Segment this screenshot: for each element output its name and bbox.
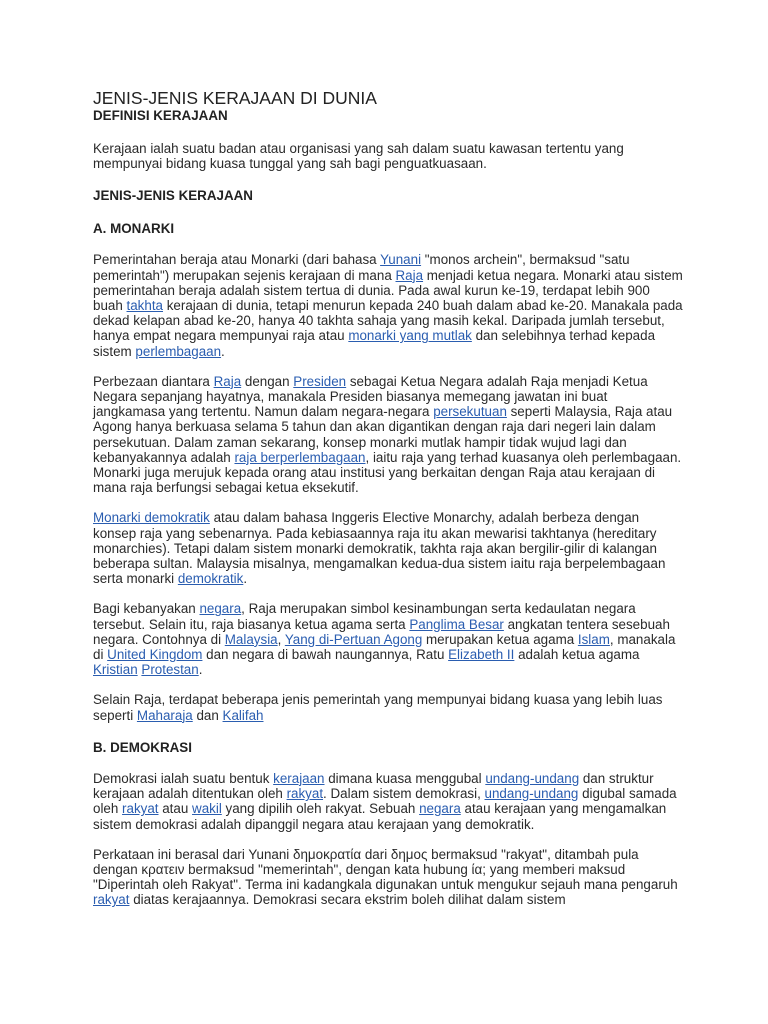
paragraph-text: dan struktur kerajaan adalah ditentukan oleh bbox=[93, 770, 654, 802]
inline-link[interactable]: Protestan bbox=[141, 662, 199, 678]
paragraph-text: atau kerajaan yang mengamalkan sistem demokrasi adalah dipanggil negara atau kerajaan yang demokratik. bbox=[93, 801, 667, 832]
paragraph-text: dan negara di bawah naungannya, Ratu bbox=[202, 647, 449, 663]
inline-link[interactable]: Islam bbox=[577, 631, 610, 647]
inline-link[interactable]: perlembagaan bbox=[135, 343, 222, 359]
paragraph-text: atau dalam bahasa Inggeris Elective Monarchy, adalah berbeza dengan konsep raja yang sebenarnya. Pada kebiasaannya raja itu akan mewarisi takhtanya (hereditary monarchies). Tetapi dalam sistem monarki demokratik, takhta raja akan bergilir-gilir di kalangan beberapa sultan. Malaysia misalnya, mengamalkan kedua-dua sistem iaitu raja berpelembagaan serta monarki bbox=[93, 510, 666, 587]
section-b-heading: B. DEMOKRASI bbox=[93, 739, 192, 755]
paragraph-text: . bbox=[243, 571, 248, 587]
paragraph-text: angkatan tentera sesebuah negara. Contohnya di bbox=[93, 616, 670, 647]
paragraph-text: . Dalam sistem demokrasi, bbox=[323, 786, 485, 802]
paragraph-text: . bbox=[221, 343, 225, 359]
section-a-heading: A. MONARKI bbox=[93, 221, 175, 237]
paragraph-text: yang dipilih oleh rakyat. Sebuah bbox=[221, 801, 420, 817]
inline-link[interactable]: Presiden bbox=[293, 373, 347, 389]
inline-link[interactable]: undang-undang bbox=[484, 786, 579, 802]
inline-link[interactable]: Yang di-Pertuan Agong bbox=[284, 631, 423, 647]
inline-link[interactable]: Malaysia bbox=[224, 631, 278, 647]
monarki-paragraph-5 bbox=[93, 692, 683, 722]
inline-link[interactable]: Kristian bbox=[93, 662, 138, 678]
inline-link[interactable]: demokratik bbox=[177, 571, 244, 587]
inline-link[interactable]: Panglima Besar bbox=[409, 616, 504, 632]
paragraph-text: . bbox=[198, 662, 203, 678]
paragraph-text: , bbox=[277, 631, 285, 647]
paragraph-text: dengan bbox=[241, 373, 294, 389]
paragraph-text: dimana kuasa menggubal bbox=[324, 770, 486, 786]
inline-link[interactable]: rakyat bbox=[122, 801, 159, 817]
paragraph-text: kerajaan di dunia, tetapi menurun kepada 240 buah dalam abad ke-20. Manakala pada dekad kelapan abad ke-20, hanya 40 takhta sahaja yang masih kekal. Daripada jumlah tersebut, hanya empat negara mempunyai raja atau bbox=[93, 298, 683, 344]
paragraph-text: merupakan ketua agama bbox=[422, 631, 578, 647]
document-body bbox=[93, 88, 683, 908]
inline-link[interactable]: United Kingdom bbox=[107, 647, 203, 663]
types-heading: JENIS-JENIS KERAJAAN bbox=[93, 188, 253, 204]
inline-link[interactable]: negara bbox=[419, 801, 461, 817]
paragraph-text: , Raja merupakan simbol kesinambungan serta kedaulatan negara tersebut. Selain itu, raja biasanya ketua agama serta bbox=[93, 601, 636, 632]
paragraph-text: Demokrasi ialah suatu bentuk bbox=[93, 770, 274, 786]
paragraph-text: Perbezaan diantara bbox=[93, 373, 214, 389]
inline-link[interactable]: wakil bbox=[192, 801, 222, 817]
inline-link[interactable]: negara bbox=[199, 601, 242, 617]
monarki-paragraph-3 bbox=[93, 510, 683, 586]
paragraph-text: dan selebihnya terhad kepada sistem bbox=[93, 328, 656, 359]
inline-link[interactable]: Elizabeth II bbox=[448, 647, 515, 663]
inline-link[interactable]: Monarki demokratik bbox=[93, 510, 210, 526]
monarki-paragraph-1 bbox=[93, 252, 683, 358]
inline-link[interactable]: undang-undang bbox=[485, 770, 580, 786]
inline-link[interactable]: monarki yang mutlak bbox=[348, 328, 472, 344]
inline-link[interactable]: kerajaan bbox=[273, 770, 325, 786]
paragraph-text: Selain Raja, terdapat beberapa jenis pemerintah yang mempunyai bidang kuasa yang lebih luas seperti bbox=[93, 692, 663, 723]
paragraph-text: Bagi kebanyakan bbox=[93, 601, 200, 617]
paragraph-text: menjadi ketua negara. Monarki atau sistem pemerintahan beraja adalah sistem tertua di dunia. Pada awal kurun ke-19, terdapat lebih 900 buah bbox=[93, 267, 683, 314]
paragraph-text: adalah ketua agama bbox=[514, 647, 640, 663]
demokrasi-paragraph-2 bbox=[93, 847, 683, 908]
paragraph-text: Pemerintahan beraja atau Monarki (dari bahasa bbox=[93, 252, 381, 268]
inline-link[interactable]: Maharaja bbox=[136, 707, 193, 723]
paragraph-text: Perkataan ini berasal dari Yunani δημοκρατία dari δημος bermaksud "rakyat", ditambah pula dengan κρατειν bermaksud "memerintah", dengan kata hubung ία; yang memberi maksud "Diperintah oleh Rakyat". Terma ini kadangkala digunakan untuk mengukur sejauh mana pengaruh bbox=[93, 846, 678, 893]
inline-link[interactable]: raja berperlembagaan bbox=[234, 449, 366, 465]
inline-link[interactable]: Raja bbox=[395, 267, 424, 283]
paragraph-text: digubal samada oleh bbox=[93, 786, 677, 817]
paragraph-text: , iaitu raja yang terhad kuasanya oleh perlembagaan. Monarki juga merujuk kepada orang atau institusi yang berkaitan dengan Raja atau kerajaan di mana raja berfungsi sebagai ketua eksekutif. bbox=[93, 449, 682, 496]
inline-link[interactable]: takhta bbox=[126, 298, 163, 314]
inline-link[interactable]: Raja bbox=[213, 373, 242, 389]
monarki-paragraph-2 bbox=[93, 374, 683, 496]
paragraph-text: diatas kerajaannya. Demokrasi secara ekstrim boleh dilihat dalam sistem bbox=[129, 892, 566, 908]
document-title: JENIS-JENIS KERAJAAN DI DUNIA bbox=[93, 88, 377, 108]
inline-link[interactable]: Kalifah bbox=[222, 707, 264, 723]
inline-link[interactable]: rakyat bbox=[93, 892, 130, 908]
document-subtitle: DEFINISI KERAJAAN bbox=[93, 108, 228, 123]
paragraph-text: atau bbox=[158, 801, 193, 817]
demokrasi-paragraph-1 bbox=[93, 771, 683, 832]
monarki-paragraph-4 bbox=[93, 601, 683, 677]
paragraph-text: seperti Malaysia, Raja atau Agong hanya berkuasa selama 5 tahun dan akan digantikan dengan raja dari negeri lain dalam persekutuan. Dalam zaman sekarang, konsep monarki mutlak hampir tidak wujud lagi dan kebanyakannya adalah bbox=[93, 404, 673, 465]
paragraph-text: dan bbox=[192, 707, 223, 723]
inline-link[interactable]: rakyat bbox=[286, 786, 324, 802]
inline-link[interactable]: persekutuan bbox=[433, 404, 507, 420]
paragraph-text: , manakala di bbox=[93, 631, 676, 663]
paragraph-text: "monos archein", bermaksud "satu pemerintah") merupakan sejenis kerajaan di mana bbox=[93, 252, 630, 283]
paragraph-text: sebagai Ketua Negara adalah Raja menjadi Ketua Negara sepanjang hayatnya, manakala Presiden biasanya memegang jawatan ini buat jangkamasa yang tertentu. Namun dalam negara-negara bbox=[93, 373, 648, 420]
inline-link[interactable]: Yunani bbox=[380, 252, 422, 268]
intro-paragraph: Kerajaan ialah suatu badan atau organisasi yang sah dalam suatu kawasan tertentu yang mempunyai bidang kuasa tunggal yang sah bagi penguatkuasaan. bbox=[93, 141, 624, 172]
